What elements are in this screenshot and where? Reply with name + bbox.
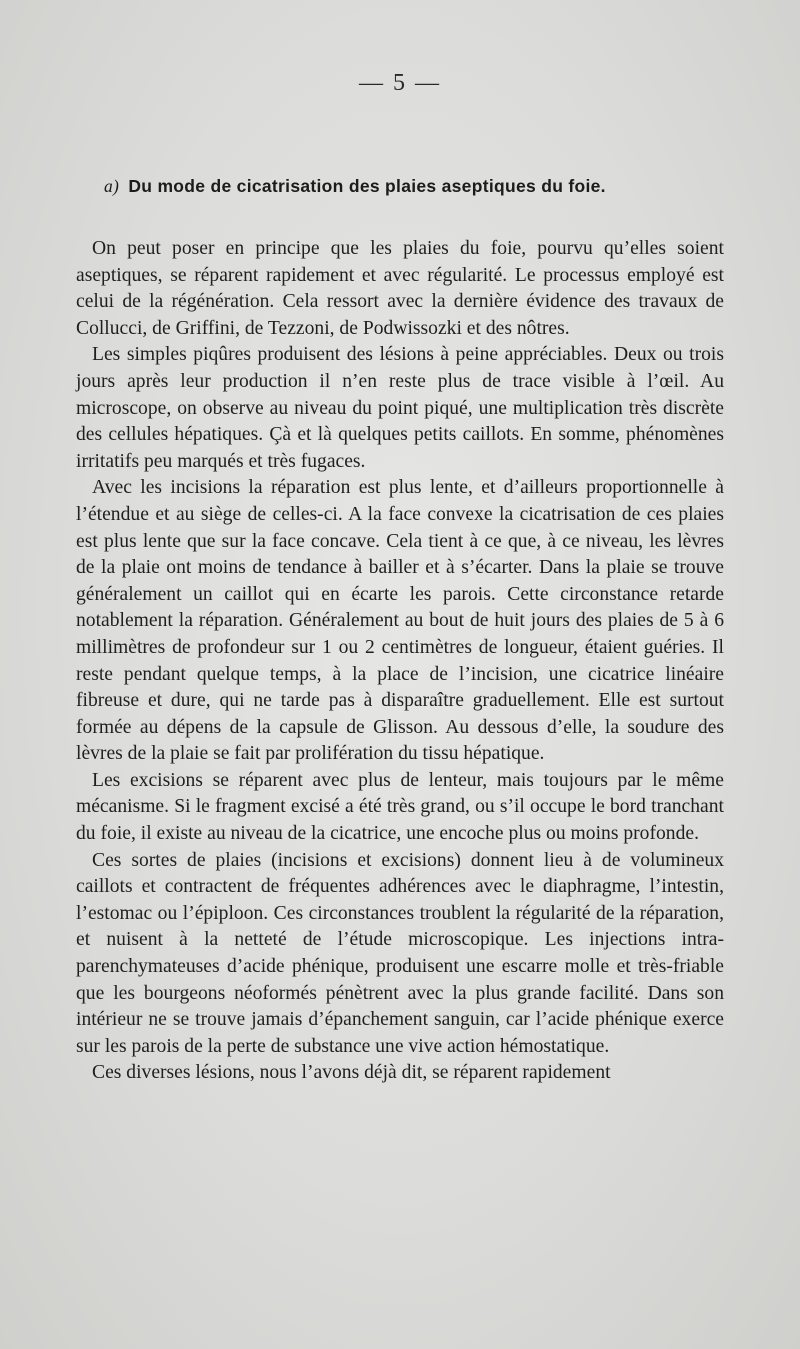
paragraph: Ces sortes de plaies (incisions et excisions) donnent lieu à de volumineux caillots et contractent de fréquentes adhérences avec le diaphragme, l’intestin, l’estomac ou l’épiploon. Ces circonstances troublent la régularité de la réparation, et nuisent à la netteté de l’étude microscopique. Les injections intra-parenchymateuses d’acide phénique, produisent une escarre molle et très-friable que les bourgeons néoformés pénètrent avec la plus grande facilité. Dans son intérieur ne se trouve jamais d’épanchement sanguin, car l’acide phénique exerce sur les parois de la perte de substance une vive action hémostatique. [76,849,724,1057]
section-heading [104,176,744,197]
paragraph: Avec les incisions la réparation est plus lente, et d’ailleurs proportionnelle à l’étendue et au siège de celles-ci. A la face convexe la cicatrisation de ces plaies est plus lente que sur la face concave. Cela tient à ce que, à ce niveau, les lèvres de la plaie ont moins de tendance à bailler et à s’écarter. Dans la plaie se trouve généralement un caillot qui en écarte les parois. Cette circonstance retarde notablement la réparation. Généralement au bout de huit jours des plaies de 5 à 6 millimètres de profondeur sur 1 ou 2 centimètres de longueur, étaient guéries. Il reste pendant quelque temps, à la place de l’incision, une cicatrice linéaire fibreuse et dure, qui ne tarde pas à disparaître graduellement. Elle est surtout formée au dépens de la capsule de Glisson. Au dessous d’elle, la soudure des lèvres de la plaie se fait par prolifération du tissu hépatique. [76,477,724,765]
page-number: — 5 — [359,70,441,96]
paragraph: Ces diverses lésions, nous l’avons déjà dit, se réparent rapidement [92,1062,611,1084]
section-title: Du mode de cicatrisation des plaies aseptiques du foie. [128,176,606,196]
paragraph: Les excisions se réparent avec plus de lenteur, mais toujours par le même mécanisme. Si le fragment excisé a été très grand, ou s’il occupe le bord tranchant du foie, il existe au niveau de la cicatrice, une encoche plus ou moins profonde. [76,769,724,845]
paragraph: Les simples piqûres produisent des lésions à peine appréciables. Deux ou trois jours après leur production il n’en reste plus de trace visible à l’œil. Au microscope, on observe au niveau du point piqué, une multiplication très discrète des cellules hépatiques. Çà et là quelques petits caillots. En somme, phénomènes irritatifs peu marqués et très fugaces. [76,344,724,472]
body-text [76,236,724,1087]
section-marker: a) [104,176,120,196]
paragraph: On peut poser en principe que les plaies du foie, pourvu qu’elles soient aseptiques, se réparent rapidement et avec régularité. Le processus employé est celui de la régénération. Cela ressort avec la dernière évidence des travaux de Collucci, de Griffini, de Tezzoni, de Podwissozki et des nôtres. [76,238,724,339]
